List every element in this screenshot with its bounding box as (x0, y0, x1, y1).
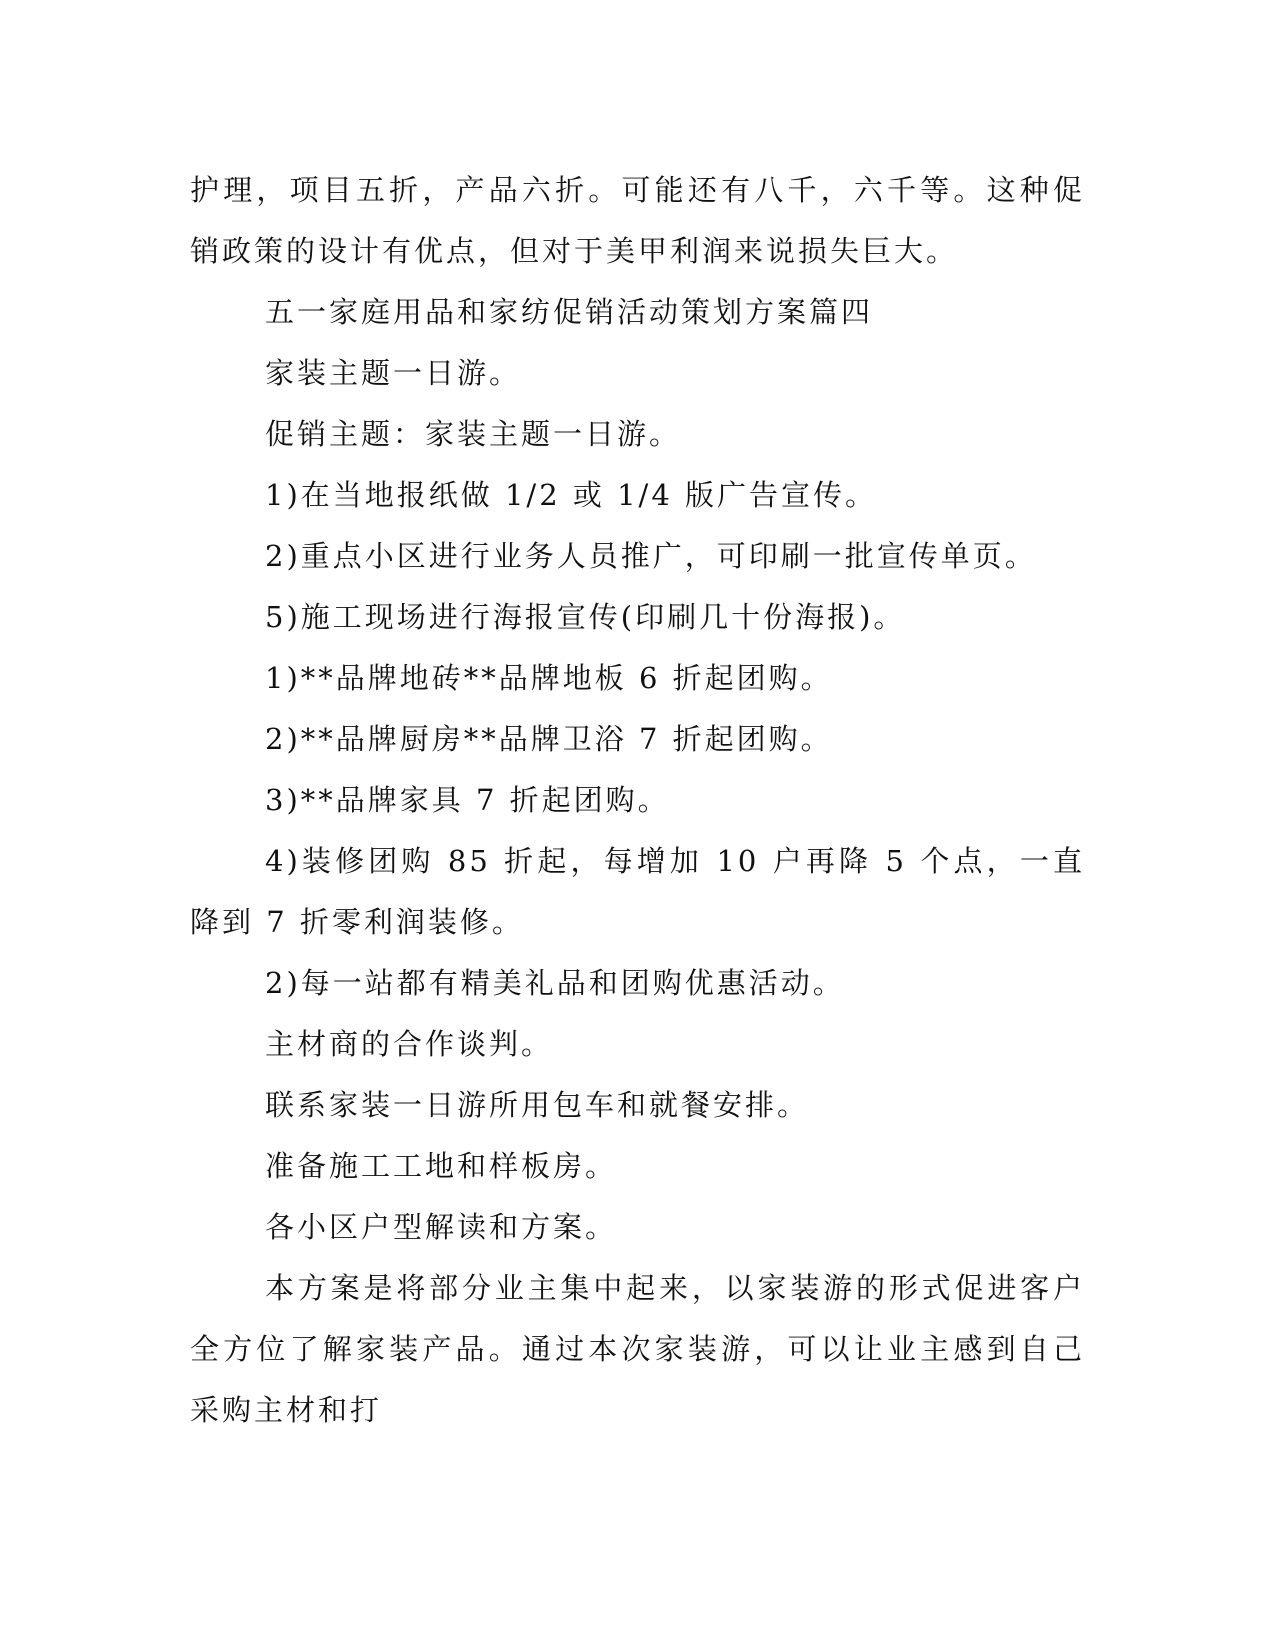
paragraph-10: 3)**品牌家具 7 折起团购。 (265, 783, 670, 817)
paragraph-1: 护理，项目五折，产品六折。可能还有八千，六千等。这种促销政策的设计有优点，但对于美甲利润来说损失巨大。 (190, 173, 1085, 268)
paragraph-9: 2)**品牌厨房**品牌卫浴 7 折起团购。 (265, 722, 833, 756)
paragraph-7: 5)施工现场进行海报宣传(印刷几十份海报)。 (265, 600, 906, 634)
paragraph-8: 1)**品牌地砖**品牌地板 6 折起团购。 (265, 661, 833, 695)
paragraph-16: 各小区户型解读和方案。 (265, 1210, 618, 1244)
paragraph-15: 准备施工工地和样板房。 (265, 1149, 618, 1183)
document-body (190, 160, 1085, 1441)
paragraph-5: 1)在当地报纸做 1/2 或 1/4 版广告宣传。 (265, 478, 877, 512)
paragraph-12: 2)每一站都有精美礼品和团购优惠活动。 (265, 966, 845, 1000)
paragraph-6: 2)重点小区进行业务人员推广，可印刷一批宣传单页。 (265, 539, 1037, 573)
paragraph-17: 本方案是将部分业主集中起来，以家装游的形式促进客户全方位了解家装产品。通过本次家装游，可以让业主感到自己采购主材和打 (190, 1271, 1085, 1427)
paragraph-3: 家装主题一日游。 (265, 356, 522, 390)
paragraph-14: 联系家装一日游所用包车和就餐安排。 (265, 1088, 810, 1122)
paragraph-13: 主材商的合作谈判。 (265, 1027, 554, 1061)
paragraph-11: 4)装修团购 85 折起，每增加 10 户再降 5 个点，一直降到 7 折零利润装修。 (190, 844, 1085, 939)
section-heading: 五一家庭用品和家纺促销活动策划方案篇四 (265, 295, 874, 329)
paragraph-4: 促销主题：家装主题一日游。 (265, 417, 682, 451)
